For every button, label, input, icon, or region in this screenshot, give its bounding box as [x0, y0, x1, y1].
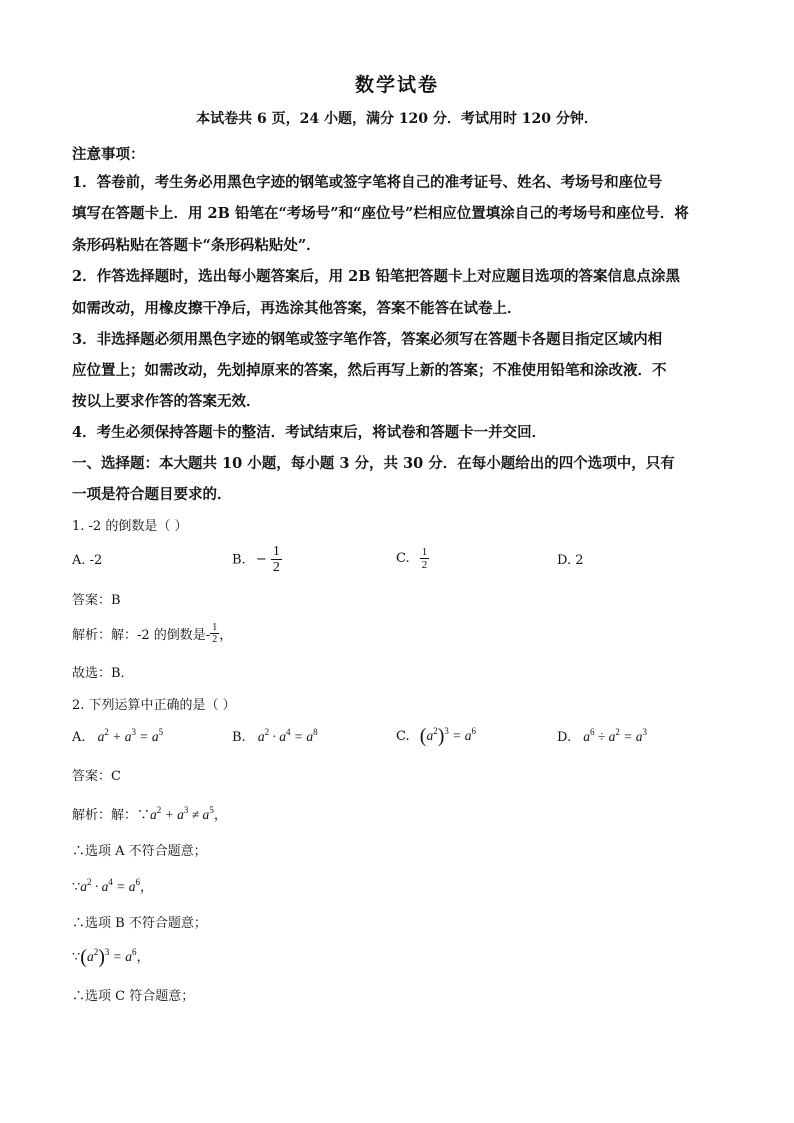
- formula: $(a^2)^3 = a^6$: [80, 946, 137, 968]
- formula: $a^2 + a^3 \ne a^5$: [150, 805, 214, 822]
- option-label: B.: [232, 730, 246, 745]
- question-1-stem: 1. -2 的倒数是（ ）: [72, 519, 188, 534]
- notice-item-3-line-1: 3．非选择题必须用黑色字迹的钢笔或签字笔作答，答案必须写在答题卡各题目指定区域内相: [72, 331, 663, 348]
- q2-answer: 答案：C: [72, 769, 121, 784]
- q1-option-b: [232, 544, 282, 576]
- section-heading-line-2: 一项是符合题目要求的．: [72, 486, 232, 503]
- q1-analysis: [72, 622, 232, 645]
- denominator: 2: [421, 559, 428, 572]
- formula: $a^2 \cdot a^4 = a^8$: [257, 727, 318, 744]
- q1-conclusion: 故选：B．: [72, 666, 134, 681]
- question-2-stem: 2. 下列运算中正确的是（ ）: [72, 698, 236, 713]
- numerator: 1: [421, 546, 428, 558]
- option-label: B.: [232, 552, 246, 568]
- option-label: C.: [396, 729, 410, 744]
- q2-therefore-b: ∴选项 B 不符合题意；: [72, 916, 207, 931]
- fraction: [271, 544, 282, 576]
- punctuation: ，: [219, 628, 233, 643]
- notice-item-1-line-1: 1．答卷前，考生务必用黑色字迹的钢笔或签字笔将自己的准考证号、姓名、考场号和座位号: [72, 174, 663, 191]
- notice-item-1-line-2: 填写在答题卡上．用 2B 铅笔在“考场号”和“座位号”栏相应位置填涂自己的考场号和座位号．将: [72, 205, 689, 222]
- denominator: 2: [272, 560, 280, 576]
- fraction: [420, 546, 430, 571]
- notice-item-3-line-3: 按以上要求作答的答案无效．: [72, 393, 261, 410]
- q1-option-c: [396, 546, 429, 571]
- analysis-text: 解析：解：-2 的倒数是-: [72, 628, 211, 643]
- notice-heading: 注意事项：: [72, 146, 145, 163]
- notice-item-1-line-3: 条形码粘贴在答题卡“条形码粘贴处”．: [72, 237, 321, 254]
- q2-option-d: [557, 729, 647, 745]
- exam-info: 本试卷共 6 页，24 小题，满分 120 分．考试用时 120 分钟．: [196, 111, 598, 127]
- q2-step-c: [72, 946, 150, 969]
- q2-option-c: [396, 725, 476, 748]
- q1-option-d: D. 2: [557, 553, 584, 568]
- section-heading-line-1: 一、选择题：本大题共 10 小题，每小题 3 分，共 30 分．在每小题给出的四个选项中，只有: [72, 455, 675, 472]
- q1-option-a: A. -2: [72, 553, 103, 568]
- formula: $a^2 + a^3 = a^5$: [97, 727, 164, 744]
- q2-option-a: [72, 729, 163, 745]
- punctuation: ，: [213, 808, 227, 823]
- denominator: 2: [212, 634, 218, 645]
- formula: $a^2 \cdot a^4 = a^6$: [80, 877, 141, 894]
- q2-step-b: [72, 876, 153, 895]
- q2-option-b: [232, 729, 318, 745]
- page-title: 数学试卷: [354, 74, 439, 96]
- punctuation: ，: [136, 950, 150, 965]
- q2-therefore-c: ∴选项 C 符合题意；: [72, 989, 195, 1004]
- notice-item-2-line-2: 如需改动，用橡皮擦干净后，再选涂其他答案，答案不能答在试卷上．: [72, 300, 522, 317]
- numerator: 1: [272, 544, 280, 559]
- minus-sign: −: [255, 552, 267, 568]
- numerator: 1: [212, 622, 218, 633]
- notice-item-3-line-2: 应位置上；如需改动，先划掉原来的答案，然后再写上新的答案；不准使用铅笔和涂改液．不: [72, 362, 667, 379]
- q2-analysis: [72, 804, 227, 823]
- option-label: A.: [72, 730, 86, 745]
- because-symbol: ∵: [72, 950, 81, 965]
- option-label: C.: [396, 551, 410, 567]
- formula: $a^6 \div a^2 = a^3$: [583, 727, 648, 744]
- because-symbol: ∵: [72, 880, 81, 895]
- notice-item-2-line-1: 2．作答选择题时，选出每小题答案后，用 2B 铅笔把答题卡上对应题目选项的答案信息点涂黑: [72, 268, 681, 285]
- fraction: [210, 622, 219, 645]
- option-label: D.: [557, 730, 572, 745]
- notice-item-4: 4．考生必须保持答题卡的整洁．考试结束后，将试卷和答题卡一并交回．: [72, 424, 547, 441]
- analysis-text: 解析：解：∵: [72, 808, 151, 823]
- punctuation: ，: [140, 880, 154, 895]
- q1-answer: 答案：B: [72, 593, 121, 608]
- formula: $(a^2)^3 = a^6$: [419, 725, 476, 747]
- q2-therefore-a: ∴选项 A 不符合题意；: [72, 844, 207, 859]
